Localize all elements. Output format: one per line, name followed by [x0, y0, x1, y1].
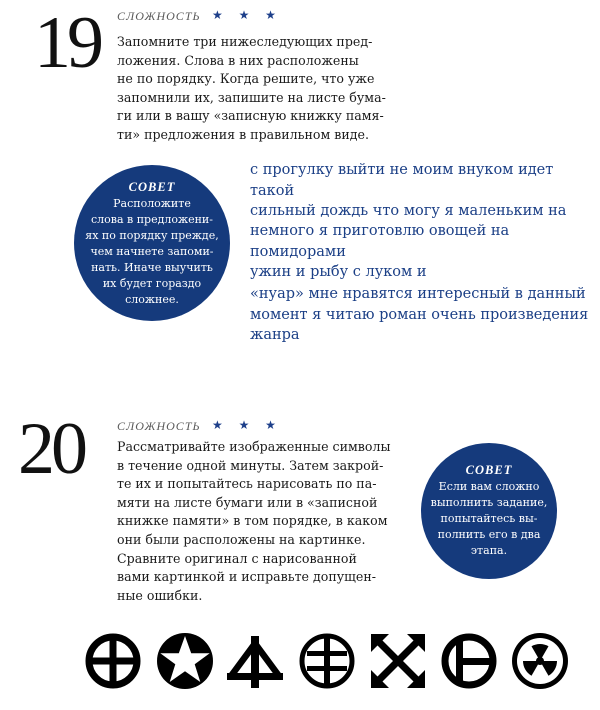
instruction-line: запомнили их, запишите на листе бума-	[117, 89, 386, 105]
tip-line: ях по порядку прежде,	[85, 229, 219, 242]
instruction-line: вами картинкой и исправьте допущен-	[117, 569, 376, 585]
instruction-line: Запомните три нижеследующих пред-	[117, 34, 373, 49]
sentence-line: «нуар» мне нравятся интересный в данный	[250, 286, 586, 302]
theta-circle-icon	[440, 632, 498, 690]
tip-line: нать. Иначе выучить	[91, 261, 213, 274]
tip-line: Если вам сложно	[438, 480, 540, 493]
instruction-line: в течение одной минуты. Затем закрой-	[117, 457, 384, 473]
instruction-line: ные ошибки.	[117, 587, 203, 603]
instruction-line: Рассматривайте изображенные символы	[117, 439, 391, 454]
crossed-circle-icon	[84, 632, 142, 690]
instruction-line: ложения. Слова в них расположены	[117, 52, 359, 68]
tip-title: СОВЕТ	[128, 180, 176, 194]
task-19-instruction	[117, 33, 387, 145]
tip-line: выполнить задание,	[430, 496, 548, 509]
tip-line: Расположите	[113, 197, 191, 210]
sentence-line: ужин и рыбу с луком и	[250, 264, 427, 280]
instruction-line: они были расположены на картинке.	[117, 531, 366, 547]
instruction-line: ги или в вашу «записную книжку памя-	[117, 108, 384, 124]
sentence-line: немного я приготовлю овощей на помидорами	[250, 223, 510, 260]
star-in-disc-icon	[156, 632, 214, 690]
instruction-line: те их и попытайтесь нарисовать по па-	[117, 476, 377, 492]
tip-text	[431, 479, 548, 559]
tip-line: сложнее.	[125, 293, 179, 306]
sentence-line: жанра	[250, 327, 300, 343]
task-20-difficulty-label: СЛОЖНОСТЬ	[117, 419, 201, 433]
sentence-line: с прогулку выйти не моим внуком идет такой	[250, 162, 554, 199]
instruction-line: книжке памяти» в том порядке, в каком	[117, 513, 388, 529]
task-20-difficulty-stars: ★ ★ ★	[212, 418, 282, 432]
sentence-line: момент я читаю роман очень произведения	[250, 306, 589, 323]
task-19-difficulty-stars: ★ ★ ★	[212, 8, 282, 22]
task-20-tip-circle	[421, 443, 557, 579]
tip-line: их будет гораздо	[102, 277, 202, 290]
double-cross-in-circle-icon	[298, 632, 356, 690]
radiation-icon	[511, 632, 569, 690]
scrambled-sentence-2	[250, 221, 590, 283]
task-19-difficulty-label: СЛОЖНОСТЬ	[117, 9, 201, 23]
tip-line: чем начнете запоми-	[90, 245, 214, 258]
task-19-tip-circle	[74, 165, 230, 321]
instruction-line: Сравните оригинал с нарисованной	[117, 550, 357, 566]
instruction-line: не по порядку. Когда решите, что уже	[117, 71, 375, 87]
tip-line: попытайтесь вы-	[440, 512, 538, 525]
instruction-line: мяти на листе бумаги или в «записной	[117, 494, 378, 510]
instruction-line: ти» предложения в правильном виде.	[117, 126, 369, 142]
tip-line: этапа.	[470, 544, 508, 557]
tip-line: слова в предложени-	[91, 213, 213, 226]
task-20-instruction	[117, 438, 407, 605]
task-20-number: 20	[18, 408, 84, 490]
scrambled-sentence-1	[250, 160, 590, 222]
tip-line: полнить его в два	[437, 528, 541, 541]
task-19-number: 19	[34, 2, 100, 84]
tip-text	[85, 196, 218, 308]
arrow-on-bar-icon	[226, 632, 284, 690]
scrambled-sentence-3	[250, 284, 590, 346]
crossed-arrows-icon	[369, 632, 427, 690]
tip-title: СОВЕТ	[465, 463, 513, 477]
sentence-line: сильный дождь что могу я маленьким на	[250, 203, 567, 219]
